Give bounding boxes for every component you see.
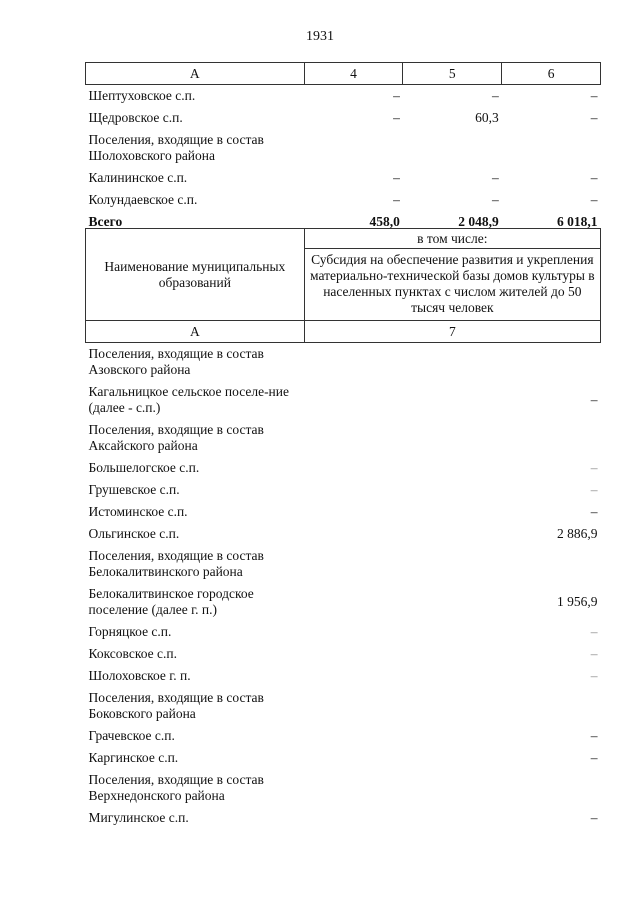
value-col-6: –	[590, 88, 598, 103]
table-row	[86, 621, 601, 643]
municipality-name: Коксовское с.п.	[88, 646, 177, 661]
municipality-name: Ольгинское с.п.	[88, 526, 180, 541]
value-col-6: –	[590, 170, 598, 185]
municipality-name: Истоминское с.п.	[88, 504, 188, 519]
district-group-heading: Поселения, входящие в состав Аксайского района	[88, 422, 264, 453]
municipality-name: Грушевское с.п.	[88, 482, 180, 497]
value-col-7: –	[590, 750, 598, 765]
subsidy-column-header: Субсидия на обеспечение развития и укрепления материально-технической базы домов культуры в населенных пунктах с числом жителей до 50 тысяч человек	[304, 249, 600, 321]
total-col-5: 2 048,9	[458, 214, 499, 229]
table2-code-row	[86, 321, 601, 343]
municipality-name: Белокалитвинское городское поселение (далее г. п.)	[88, 586, 254, 617]
value-col-5	[403, 129, 502, 167]
municipality-name: Шолоховское г. п.	[88, 668, 191, 683]
value-col-7: 1 956,9	[557, 594, 598, 609]
table1-header-row	[86, 63, 601, 85]
municipality-name: Калининское с.п.	[88, 170, 188, 185]
municipality-column-header: Наименование муниципальных образований	[86, 229, 305, 321]
district-group-heading: Поселения, входящие в состав Верхнедонского района	[88, 772, 264, 803]
value-col-7: –	[590, 668, 598, 683]
table-row	[86, 807, 601, 829]
table-row	[86, 479, 601, 501]
municipality-name: Горняцкое с.п.	[88, 624, 172, 639]
municipality-name: Шептуховское с.п.	[88, 88, 196, 103]
municipality-name: Мигулинское с.п.	[88, 810, 189, 825]
table-row	[86, 457, 601, 479]
value-col-7: –	[590, 482, 598, 497]
value-col-7: –	[590, 624, 598, 639]
municipality-name: Колундаевское с.п.	[88, 192, 198, 207]
district-group-heading: Поселения, входящие в состав Азовского района	[88, 346, 264, 377]
total-label: Всего	[88, 214, 123, 229]
table-row	[86, 343, 601, 382]
table-row	[86, 419, 601, 457]
value-col-4: –	[393, 170, 400, 185]
municipality-name: Каргинское с.п.	[88, 750, 179, 765]
table-row	[86, 665, 601, 687]
value-col-7: –	[590, 810, 598, 825]
table-row	[86, 687, 601, 725]
district-group-heading: Поселения, входящие в состав Боковского района	[88, 690, 264, 721]
value-col-4: –	[393, 192, 400, 207]
page-number: 1931	[306, 29, 334, 44]
table1-header-col-4: 4	[304, 63, 403, 85]
table-row	[86, 189, 601, 211]
value-col-5: –	[491, 88, 499, 103]
table2-header-row	[86, 229, 601, 249]
including-subheader: в том числе:	[304, 229, 600, 249]
table-row	[86, 583, 601, 621]
table-row	[86, 643, 601, 665]
table-row	[86, 747, 601, 769]
municipality-name: Большелогское с.п.	[88, 460, 200, 475]
value-col-7	[304, 769, 600, 807]
value-col-7: –	[590, 460, 598, 475]
municipality-name: Грачевское с.п.	[88, 728, 175, 743]
municipality-name: Кагальницкое сельское поселе-ние (далее - с.п.)	[88, 384, 290, 415]
value-col-6: –	[590, 110, 598, 125]
value-col-7	[304, 419, 600, 457]
value-col-7	[304, 343, 600, 382]
value-col-7: –	[590, 646, 598, 661]
table1-header-col-5: 5	[403, 63, 502, 85]
table-row	[86, 523, 601, 545]
table-row	[86, 769, 601, 807]
table-row	[86, 129, 601, 167]
value-col-5: 60,3	[475, 110, 499, 125]
value-col-6	[502, 129, 601, 167]
value-col-7	[304, 687, 600, 725]
table2-header-col-a: А	[86, 321, 305, 343]
budget-table-column-7	[85, 228, 601, 829]
table2-header-col-7: 7	[304, 321, 600, 343]
value-col-4: –	[393, 110, 400, 125]
value-col-4	[304, 129, 403, 167]
budget-table-columns-4-6	[85, 62, 601, 233]
total-col-6: 6 018,1	[557, 214, 598, 229]
table1-header-col-a: А	[86, 63, 305, 85]
value-col-4: –	[393, 88, 400, 103]
value-col-7: 2 886,9	[557, 526, 598, 541]
value-col-5: –	[491, 192, 499, 207]
table-row	[86, 545, 601, 583]
table-row	[86, 85, 601, 108]
value-col-7: –	[590, 504, 598, 519]
table-row	[86, 167, 601, 189]
value-col-7	[304, 545, 600, 583]
value-col-6: –	[590, 192, 598, 207]
value-col-7: –	[590, 392, 598, 407]
table-row	[86, 107, 601, 129]
value-col-7: –	[590, 728, 598, 743]
value-col-5: –	[491, 170, 499, 185]
municipality-name: Щедровское с.п.	[88, 110, 183, 125]
district-group-heading: Поселения, входящие в состав Белокалитвинского района	[88, 548, 264, 579]
table-row	[86, 501, 601, 523]
table-row	[86, 725, 601, 747]
table-row	[86, 381, 601, 419]
total-col-4: 458,0	[369, 214, 400, 229]
table1-header-col-6: 6	[502, 63, 601, 85]
district-group-heading: Поселения, входящие в состав Шолоховского района	[88, 132, 264, 163]
